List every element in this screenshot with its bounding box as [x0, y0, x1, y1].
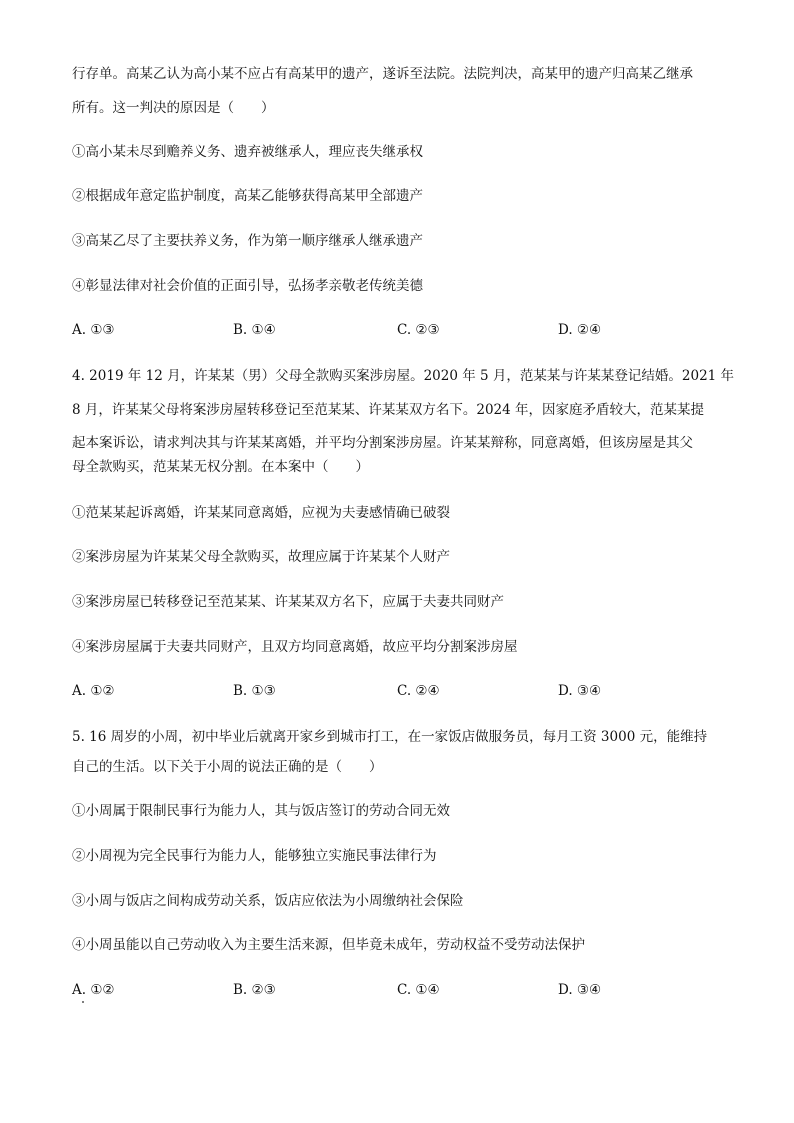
q4-options — [72, 681, 732, 701]
q4-option-d: D. ③④ — [558, 683, 602, 699]
q4-stem-line-2: 8 月，许某某父母将案涉房屋转移登记至范某某、许某某双方名下。2024 年，因家庭矛盾较大，范某某提 — [72, 402, 705, 418]
q3-option-b: B. ①④ — [233, 322, 276, 338]
q3-stem-line-2: 所有。这一判决的原因是（ ） — [72, 100, 275, 116]
q3-item-4: ④彰显法律对社会价值的正面引导，弘扬孝亲敬老传统美德 — [72, 278, 423, 294]
q4-item-2: ②案涉房屋为许某某父母全款购买，故理应属于许某某个人财产 — [72, 549, 450, 565]
q5-option-d: D. ③④ — [558, 982, 602, 998]
q3-item-3: ③高某乙尽了主要扶养义务，作为第一顺序继承人继承遗产 — [72, 233, 423, 249]
q5-option-a: A. ①② — [72, 982, 115, 998]
q5-option-b: B. ②③ — [233, 982, 276, 998]
q4-stem-line-4: 母全款购买，范某某无权分割。在本案中（ ） — [72, 459, 369, 475]
q4-option-b: B. ①③ — [233, 683, 276, 699]
q5-options — [72, 980, 732, 1000]
q3-item-1: ①高小某未尽到赡养义务、遗弃被继承人，理应丧失继承权 — [72, 144, 423, 160]
q5-item-1: ①小周属于限制民事行为能力人，其与饭店签订的劳动合同无效 — [72, 803, 450, 819]
q4-item-1: ①范某某起诉离婚，许某某同意离婚，应视为夫妻感情确已破裂 — [72, 505, 450, 521]
q3-item-2: ②根据成年意定监护制度，高某乙能够获得高某甲全部遗产 — [72, 188, 423, 204]
q5-stem-line-2: 自己的生活。以下关于小周的说法正确的是（ ） — [72, 759, 383, 775]
q5-item-3: ③小周与饭店之间构成劳动关系，饭店应依法为小周缴纳社会保险 — [72, 893, 464, 909]
q3-stem-line-1: 行存单。高某乙认为高小某不应占有高某甲的遗产，遂诉至法院。法院判决，高某甲的遗产归高某乙继承 — [72, 66, 693, 82]
q4-item-4: ④案涉房屋属于夫妻共同财产，且双方均同意离婚，故应平均分割案涉房屋 — [72, 639, 518, 655]
q3-option-c: C. ②③ — [397, 322, 440, 338]
q3-option-a: A. ①③ — [72, 322, 115, 338]
q5-stem-line-1: 5. 16 周岁的小周，初中毕业后就离开家乡到城市打工，在一家饭店做服务员，每月工资 3000 元，能维持 — [72, 729, 708, 745]
q4-stem-line-3: 起本案诉讼，请求判决其与许某某离婚，并平均分割案涉房屋。许某某辩称，同意离婚，但该房屋是其父 — [72, 435, 693, 451]
q4-item-3: ③案涉房屋已转移登记至范某某、许某某双方名下，应属于夫妻共同财产 — [72, 594, 504, 610]
q5-item-2: ②小周视为完全民事行为能力人，能够独立实施民事法律行为 — [72, 848, 437, 864]
q3-options — [72, 320, 732, 340]
q4-option-c: C. ②④ — [397, 683, 440, 699]
q3-option-d: D. ②④ — [558, 322, 602, 338]
q5-option-c: C. ①④ — [397, 982, 440, 998]
q4-stem-line-1: 4. 2019 年 12 月，许某某（男）父母全款购买案涉房屋。2020 年 5 月，范某某与许某某登记结婚。2021 年 — [72, 368, 735, 384]
q4-option-a: A. ①② — [72, 683, 115, 699]
stray-mark — [82, 1001, 84, 1003]
q5-item-4: ④小周虽能以自己劳动收入为主要生活来源，但毕竟未成年，劳动权益不受劳动法保护 — [72, 937, 585, 953]
